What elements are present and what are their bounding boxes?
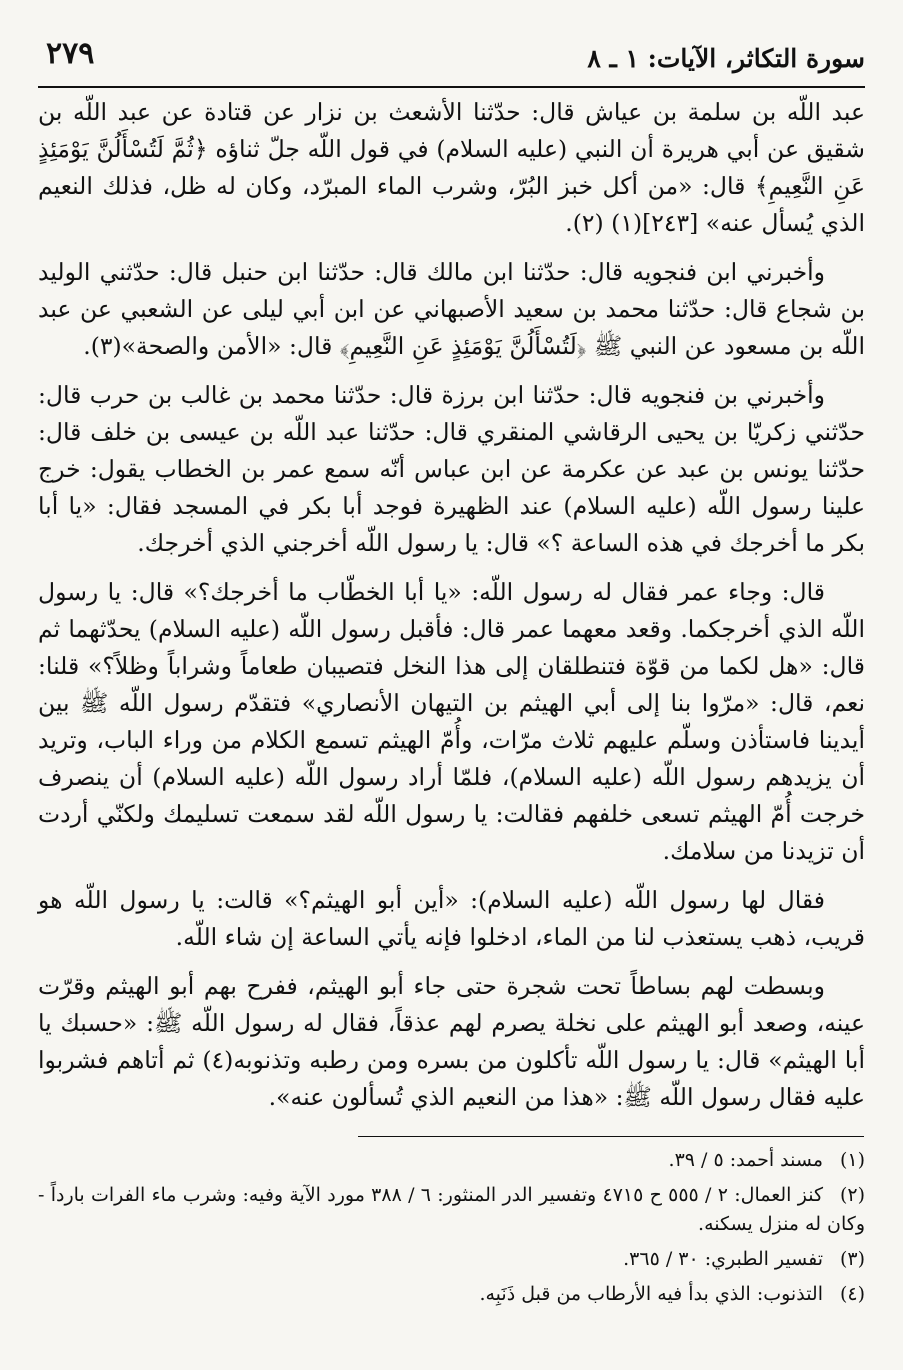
footnote — [38, 1245, 865, 1274]
paragraph: وأخبرني بن فنجويه قال: حدّثنا ابن برزة قال: حدّثنا محمد بن غالب بن حرب قال: حدّثني زكريّا بن يحيى الرقاشي المنقري قال: حدّثنا عبد اللّه بن عيسى بن خلف قال: حدّثنا يونس بن عبد عن عكرمة عن ابن عباس أنّه سمع عمر بن الخطاب يقول: خرج علينا رسول اللّه (عليه السلام) عند الظهيرة فوجد أبا بكر في المسجد فقال: «يا أبا بكر ما أخرجك في هذه الساعة ؟» قال: يا رسول اللّه أخرجني الذي أخرجك. — [38, 381, 865, 557]
paragraph: عبد اللّه بن سلمة بن عياش قال: حدّثنا الأشعث بن نزار عن قتادة عن عبد اللّه بن شقيق عن أبي هريرة أن النبي (عليه السلام) في قول اللّه جلّ ثناؤه ﴿ثُمَّ لَتُسْأَلُنَّ يَوْمَئِذٍ عَنِ النَّعِيمِ﴾ قال: «من أكل خبز البُرّ، وشرب الماء المبرّد، وكان له ظل، فذلك النعيم الذي يُسأل عنه» [٢٤٣](١) (٢). — [38, 98, 865, 237]
paragraph: وأخبرني ابن فنجويه قال: حدّثنا ابن مالك قال: حدّثنا ابن حنبل قال: حدّثني الوليد بن شجاع قال: حدّثنا محمد بن سعيد الأصبهاني عن ابن أبي ليلى عن الشعبي عن عبد اللّه بن مسعود عن النبي ﷺ ﴿لَتُسْأَلُنَّ يَوْمَئِذٍ عَنِ النَّعِيمِ﴾ قال: «الأمن والصحة»(٣). — [38, 258, 865, 360]
page-number: ٢٧٩ — [46, 36, 95, 71]
footnote-number: (١) — [839, 1149, 865, 1171]
footnote-rule — [358, 1136, 864, 1137]
footnote-text: كنز العمال: ٢ / ٥٥٥ ح ٤٧١٥ وتفسير الدر المنثور: ٦ / ٣٨٨ مورد الآية وفيه: وشرب ماء الفرات بارداً - وكان له منزل يسكنه. — [38, 1184, 865, 1235]
running-title: سورة التكاثر، الآيات: ١ ـ ٨ — [587, 44, 865, 73]
main-text — [38, 94, 865, 1128]
paragraph: فقال لها رسول اللّه (عليه السلام): «أين أبو الهيثم؟» قالت: يا رسول اللّه هو قريب، ذهب يستعذب لنا من الماء، ادخلوا فإنه يأتي الساعة إن شاء اللّه. — [38, 886, 865, 951]
paragraph: وبسطت لهم بساطاً تحت شجرة حتى جاء أبو الهيثم، ففرح بهم أبو الهيثم وقرّت عينه، وصعد أبو الهيثم على نخلة يصرم لهم عذقاً، فقال له رسول اللّه ﷺ: «حسبك يا أبا الهيثم» قال: يا رسول اللّه تأكلون من بسره ومن رطبه وتذنوبه(٤) ثم أتاهم فشربوا عليه فقال رسول اللّه ﷺ: «هذا من النعيم الذي تُسألون عنه». — [38, 972, 865, 1111]
paragraph: قال: وجاء عمر فقال له رسول اللّه: «يا أبا الخطّاب ما أخرجك؟» قال: يا رسول اللّه الذي أخرجكما. وقعد معهما عمر قال: فأقبل رسول اللّه (عليه السلام) يحدّثهما ثم قال: «هل لكما من قوّة فتنطلقان إلى هذا النخل فتصيبان طعاماً وشراباً وظلاً؟» قلنا: نعم، قال: «مرّوا بنا إلى أبي الهيثم بن التيهان الأنصاري» فتقدّم رسول اللّه ﷺ بين أيدينا فاستأذن وسلّم عليهم ثلاث مرّات، وأُمّ الهيثم تسمع الكلام من وراء الباب، وتريد أن يزيدهم رسول اللّه (عليه السلام)، فلمّا أراد رسول اللّه (عليه السلام) أن ينصرف خرجت أُمّ الهيثم تسعى خلفهم فقالت: يا رسول اللّه لقد سمعت تسليمك ولكنّي أردت أن تزيدنا من سلامك. — [38, 578, 865, 865]
footnote-number: (٣) — [839, 1248, 865, 1270]
footnote — [38, 1181, 865, 1239]
footnote-number: (٤) — [839, 1283, 865, 1305]
footnote-number: (٢) — [839, 1184, 865, 1206]
footnote-text: مسند أحمد: ٥ / ٣٩. — [668, 1149, 823, 1171]
footnote — [38, 1146, 865, 1175]
footnote — [38, 1280, 865, 1309]
header-rule — [38, 86, 865, 88]
page-header — [38, 36, 865, 86]
footnote-text: تفسير الطبري: ٣٠ / ٣٦٥. — [623, 1248, 823, 1270]
footnotes — [38, 1146, 865, 1315]
footnote-text: التذنوب: الذي بدأ فيه الأرطاب من قبل ذَنَبِه. — [479, 1283, 823, 1305]
